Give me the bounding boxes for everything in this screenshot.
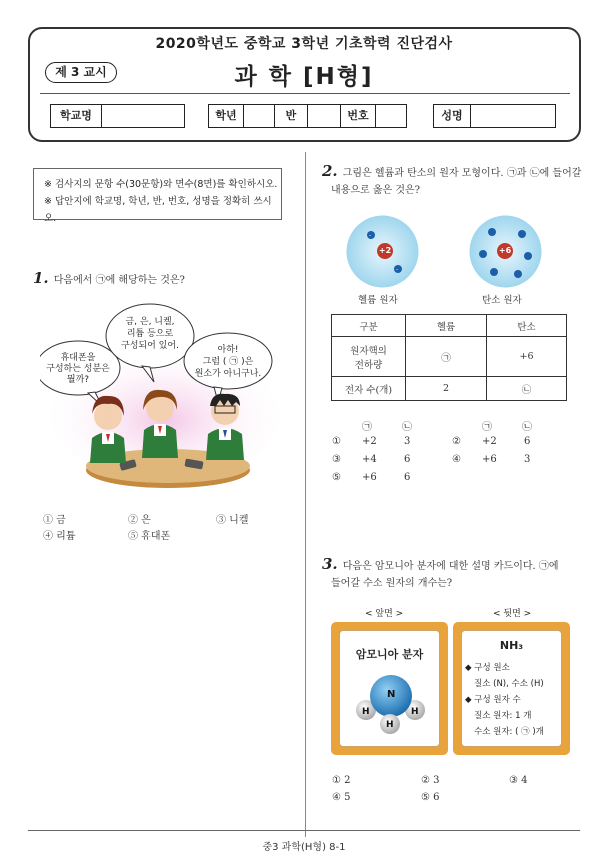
number-label: 번호 <box>340 104 376 128</box>
class-label: 반 <box>274 104 308 128</box>
option-value: 3 <box>404 436 411 447</box>
table-header-row <box>332 315 567 337</box>
number-field[interactable] <box>375 104 407 128</box>
table-cell-line: 원자핵의 <box>350 345 387 357</box>
answer-option[interactable]: ① 2 <box>332 775 351 786</box>
option-value: 6 <box>404 472 411 483</box>
q1-illustration <box>40 298 280 493</box>
question-text: 들어갈 수소 원자의 개수는? <box>331 578 453 589</box>
card-line: ◆ 구성 원소 <box>465 663 510 673</box>
school-field[interactable] <box>101 104 185 128</box>
answer-option[interactable]: ② 은 <box>128 515 151 526</box>
answer-option[interactable] <box>332 436 432 447</box>
option-number: ① <box>332 436 341 447</box>
answer-option[interactable]: ① 금 <box>43 515 66 526</box>
question-3-stem <box>322 555 584 592</box>
svg-text:-: - <box>369 232 372 239</box>
question-text: 내용으로 옳은 것은? <box>331 185 420 196</box>
name-field[interactable] <box>470 104 556 128</box>
card-line: 질소 원자: 1 개 <box>474 711 532 721</box>
question-number: 1. <box>33 269 49 287</box>
card-back-title: NH₃ <box>499 639 524 652</box>
option-value: +6 <box>362 472 377 483</box>
answer-option[interactable]: ③ 니켈 <box>216 515 249 526</box>
bubble-line: 구성되어 있어. <box>121 341 179 351</box>
option-value: +6 <box>482 454 497 465</box>
card-front <box>331 622 448 755</box>
speech-bubble-right <box>186 344 270 380</box>
card-line: 질소 (N), 수소 (H) <box>474 679 544 689</box>
exam-title: 2020학년도 중학교 3학년 기초학력 진단검사 <box>155 36 453 52</box>
answer-option[interactable]: ③ 4 <box>509 775 528 786</box>
atom-h-label: H <box>411 707 419 717</box>
option-number: ② <box>452 436 461 447</box>
answer-option[interactable] <box>332 472 432 483</box>
front-side-label: < 앞면 > <box>365 609 404 619</box>
answer-option[interactable]: ② 3 <box>421 775 440 786</box>
answer-option[interactable] <box>452 436 552 447</box>
helium-label: 헬륨 원자 <box>358 295 398 306</box>
table-header: 구분 <box>332 315 406 337</box>
option-column-header: ㉡ <box>522 422 532 433</box>
atom-comparison-table <box>331 314 567 401</box>
svg-text:-: - <box>396 266 399 273</box>
answer-option[interactable]: ④ 리튬 <box>43 531 76 542</box>
bubble-line: 뭘까? <box>66 375 90 385</box>
carbon-label: 탄소 원자 <box>482 295 522 306</box>
bubble-line: 그럼 ( ㉠ )은 <box>202 357 254 367</box>
option-value: 6 <box>404 454 411 465</box>
grade-field[interactable] <box>243 104 275 128</box>
table-cell-line: 전하량 <box>354 359 383 371</box>
table-cell: 2 <box>406 377 487 401</box>
atom-n-label: N <box>387 689 396 700</box>
option-column-header: ㉠ <box>482 422 492 433</box>
instruction-line: ※ 답안지에 학교명, 학년, 반, 번호, 성명을 정확히 쓰시오. <box>44 196 272 224</box>
answer-option[interactable]: ⑤ 휴대폰 <box>128 531 171 542</box>
card-back-text <box>465 660 544 740</box>
question-number: 2. <box>322 162 338 180</box>
option-value: 3 <box>524 454 531 465</box>
back-side-label: < 뒷면 > <box>493 609 532 619</box>
answer-option[interactable]: ④ 5 <box>332 792 351 803</box>
table-cell: ㉠ <box>406 337 487 377</box>
table-header: 탄소 <box>487 315 567 337</box>
speech-bubble-middle <box>110 316 190 352</box>
carbon-nucleus-charge: +6 <box>498 246 512 255</box>
question-1-stem <box>33 268 185 287</box>
table-row <box>332 337 567 377</box>
question-text: 다음은 암모니아 분자에 대한 설명 카드이다. ㉠에 <box>342 561 559 572</box>
option-number: ④ <box>452 454 461 465</box>
class-field[interactable] <box>307 104 341 128</box>
subject-title: 과 학 [H형] <box>234 64 374 90</box>
table-cell: 전자 수(개) <box>332 377 406 401</box>
instruction-line: ※ 검사지의 문항 수(30문항)와 면수(8면)를 확인하시오. <box>44 179 278 190</box>
bubble-line: 금, 은, 니켈, <box>125 317 175 327</box>
option-number: ⑤ <box>332 472 341 483</box>
column-divider <box>305 152 306 837</box>
card-back <box>453 622 570 755</box>
option-value: 6 <box>524 436 531 447</box>
option-value: +4 <box>362 454 377 465</box>
answer-option[interactable] <box>452 454 552 465</box>
question-2-stem <box>322 162 582 199</box>
table-cell: +6 <box>487 337 567 377</box>
session-badge: 제 3 교시 <box>45 62 117 83</box>
question-number: 3. <box>322 555 338 573</box>
option-column-header: ㉠ <box>362 422 372 433</box>
answer-option[interactable]: ⑤ 6 <box>421 792 440 803</box>
bubble-line: 리튬 등으로 <box>126 329 174 339</box>
atom-h-label: H <box>386 720 394 730</box>
bubble-line: 원소가 아니구나. <box>194 369 262 379</box>
card-line: ◆ 구성 원자 수 <box>465 695 521 705</box>
bubble-line: 아하! <box>217 345 239 355</box>
name-label: 성명 <box>433 104 471 128</box>
footer-divider <box>28 830 580 831</box>
question-text: 다음에서 ㉠에 해당하는 것은? <box>53 275 185 286</box>
atom-h-label: H <box>362 707 370 717</box>
page-footer: 중3 과학(H형) 8-1 <box>262 842 346 853</box>
helium-atom-model <box>345 214 420 289</box>
grade-label: 학년 <box>208 104 244 128</box>
school-label: 학교명 <box>50 104 102 128</box>
option-number: ③ <box>332 454 341 465</box>
answer-option[interactable] <box>332 454 432 465</box>
header-divider <box>40 93 570 94</box>
helium-nucleus-charge: +2 <box>378 246 392 255</box>
instructions-box <box>33 168 282 224</box>
table-row <box>332 377 567 401</box>
bubble-line: 구성하는 성분은 <box>46 364 110 374</box>
option-value: +2 <box>482 436 497 447</box>
bubble-line: 휴대폰을 <box>60 353 96 363</box>
option-value: +2 <box>362 436 377 447</box>
card-front-title: 암모니아 분자 <box>355 648 424 661</box>
card-line: 수소 원자: ( ㉠ )개 <box>474 727 544 737</box>
table-cell: ㉡ <box>487 377 567 401</box>
table-cell <box>332 337 406 377</box>
carbon-atom-model <box>468 214 543 289</box>
option-column-header: ㉡ <box>402 422 412 433</box>
speech-bubble-left <box>38 353 118 386</box>
table-header: 헬륨 <box>406 315 487 337</box>
question-text: 그림은 헬륨과 탄소의 원자 모형이다. ㉠과 ㉡에 들어갈 <box>342 168 582 179</box>
